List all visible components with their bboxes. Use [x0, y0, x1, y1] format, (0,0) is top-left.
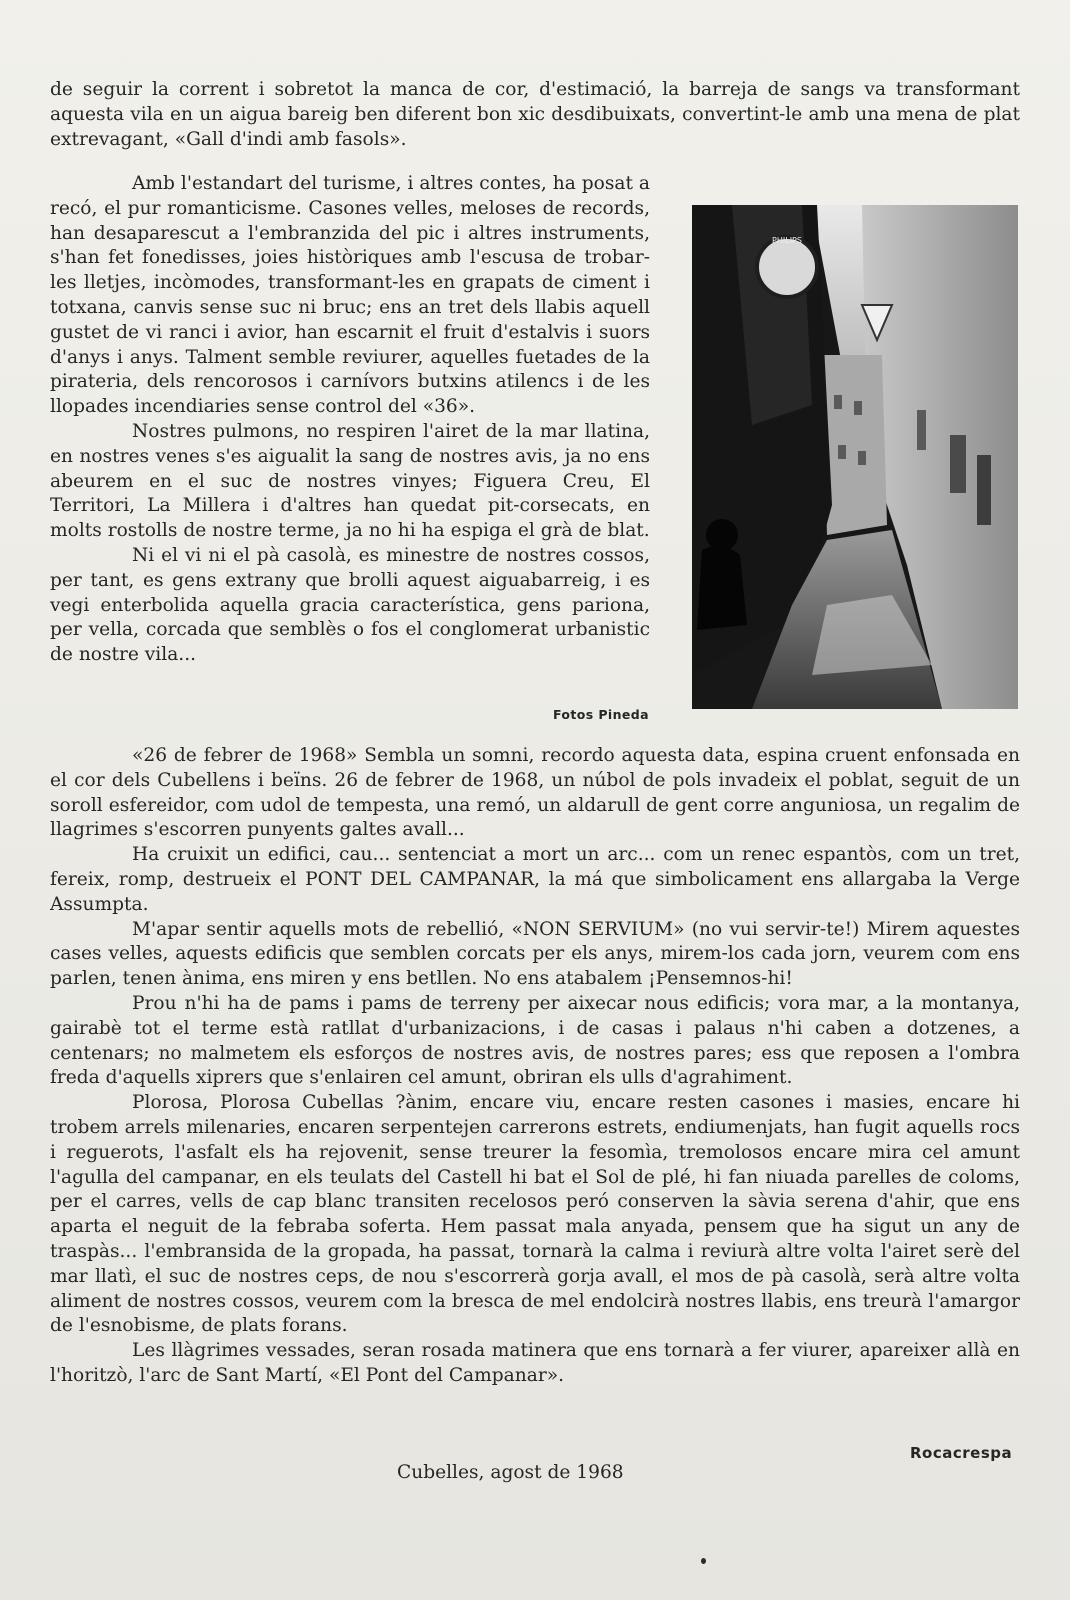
shop-sign-text: PHILIPS [772, 236, 802, 245]
paragraph-lungs: Nostres pulmons, no respiren l'airet de la mar llatina, en nostres venes s'es aigualit la sang de nostres avis, ja no ens abeurem en el suc de nostres vinyes; Figuera Creu, El Territori, La Millera i d'altres han quedat pit-corsecats, en molts rostolls de nostre terme, ja no hi ha espiga el grà de blat. [50, 420, 650, 542]
paragraph-rebellion: M'apar sentir aquells mots de rebellió, «NON SERVIUM» (no vui servir-te!) Mirem aquestes cases velles, aquests edificis que semblen corcats per els anys, mirem-los cada jorn, veurem com ens parlen, tenen ànima, ens miren y ens betllen. No ens atabalem ¡Pensemnos-hi! [50, 918, 1020, 990]
paragraph-tears: Les llàgrimes vessades, seran rosada matinera que ens tornarà a fer viurer, apareixer allà en l'horitzò, l'arc de Sant Martí, «El Pont del Campanar». [50, 1340, 1020, 1386]
paragraph-date: «26 de febrer de 1968» Sembla un somni, recordo aquesta data, espina cruent enfonsada en el cor dels Cubellens i beïns. 26 de febrer de 1968, un núbol de pols invadeix el poblat, seguit de un soroll esfereidor, com udol de tempesta, una remó, un aldarull de gent corre anguniosa, un regalim de llagrimes s'escorren punyents galtes avall... [50, 745, 1020, 841]
street-photo [692, 205, 1018, 709]
author-signature: Rocacrespa [910, 1444, 1013, 1462]
paragraph-terrain: Prou n'hi ha de pams i pams de terreny per aixecar nous edificis; vora mar, a la montanya, gairabè tot el terme està ratllat d'urbanizacions, i de casas i palaus n'hi caben a dotzenes, a centenars; no malmetem els esforços de nostres avis, de nostres pares; ess que reposen a l'ombra freda d'aquells xiprers que s'enlairen cel amunt, obriran els ulls d'agrahiment. [50, 992, 1020, 1089]
ink-speck [701, 1558, 706, 1564]
photo-credit: Fotos Pineda [553, 707, 649, 722]
paragraph-plorosa: Plorosa, Plorosa Cubellas ?ànim, encare viu, encare resten casones i masies, encare hi trobem arrels milenaries, encaren serpentejen carrerons estrets, endiumenjats, han fugit aquells rocs i reguerots, l'asfalt els ha rejovenit, sense treurer la fesomìa, tremolosos encare mira cel amunt l'agulla del campanar, en els teulats del Castell hi bat el Sol de plé, hi fan niuada parelles de coloms, per el carres, vells de cap blanc transiten recelosos peró conserven la sàvia serena d'ahir, que ens aparta el neguit de la febraba soferta. Hem passat mala anyada, pensem que ha sigut un any de traspàs... l'embransida de la gropada, ha passat, tornarà la calma i reviurà altre volta l'airet serè del mar llatì, el suc de nostres ceps, de nou s'escorrerà gorja avall, el mos de pà casolà, serà altre volta aliment de nostres cossos, veurem com la bresca de mel endolcirà nostres llabis, ens treurà l'amargor de l'esnobisme, de plats forans. [50, 1092, 1020, 1337]
paragraph-wine-bread: Ni el vi ni el pà casolà, es minestre de nostres cossos, per tant, es gens extrany que brolli aquest aiguabarreig, i es vegi enterbolida aquella gracia característica, gens pariona, per vella, corcada que semblès o fos el conglomerat urbanistic de nostre vila... [50, 544, 650, 666]
paragraph-tourism: Amb l'estandart del turisme, i altres contes, ha posat a recó, el pur romanticisme. Casones velles, meloses de records, han desaparescut a l'embranzida del pic i altres instruments, s'han fet fonedisses, joies històriques amb l'escusa de trobar-les lletjes, incòmodes, transformant-les en grapats de ciment i totxana, canvis sense suc ni bruc; ens an tret dels llabis aquell gustet de vi ranci i avior, han escarnit el fruit d'estalvis i suors d'anys i anys. Talment semble reviurer, aquelles fuetades de la pirateria, dels rencorosos i carnívors butxins atilencs i de les llopades incendiaries sense control del «36». [50, 173, 650, 418]
left-column [50, 172, 650, 668]
main-text [50, 744, 1020, 1389]
paragraph-collapse: Ha cruixit un edifici, cau... sentenciat a mort un arc... com un renec espantòs, com un tret, fereix, romp, destrueix el PONT DEL CAMPANAR, la má que simbolicament ens allargaba la Verge Assumpta. [50, 844, 1020, 915]
place-date: Cubelles, agost de 1968 [397, 1462, 624, 1483]
intro-paragraph: de seguir la corrent i sobretot la manca de cor, d'estimació, la barreja de sangs va transformant aquesta vila en un aigua bareig ben diferent bon xic desdibuixats, convertint-le amb una mena de plat extrevagant, «Gall d'indi amb fasols». [50, 79, 1020, 150]
